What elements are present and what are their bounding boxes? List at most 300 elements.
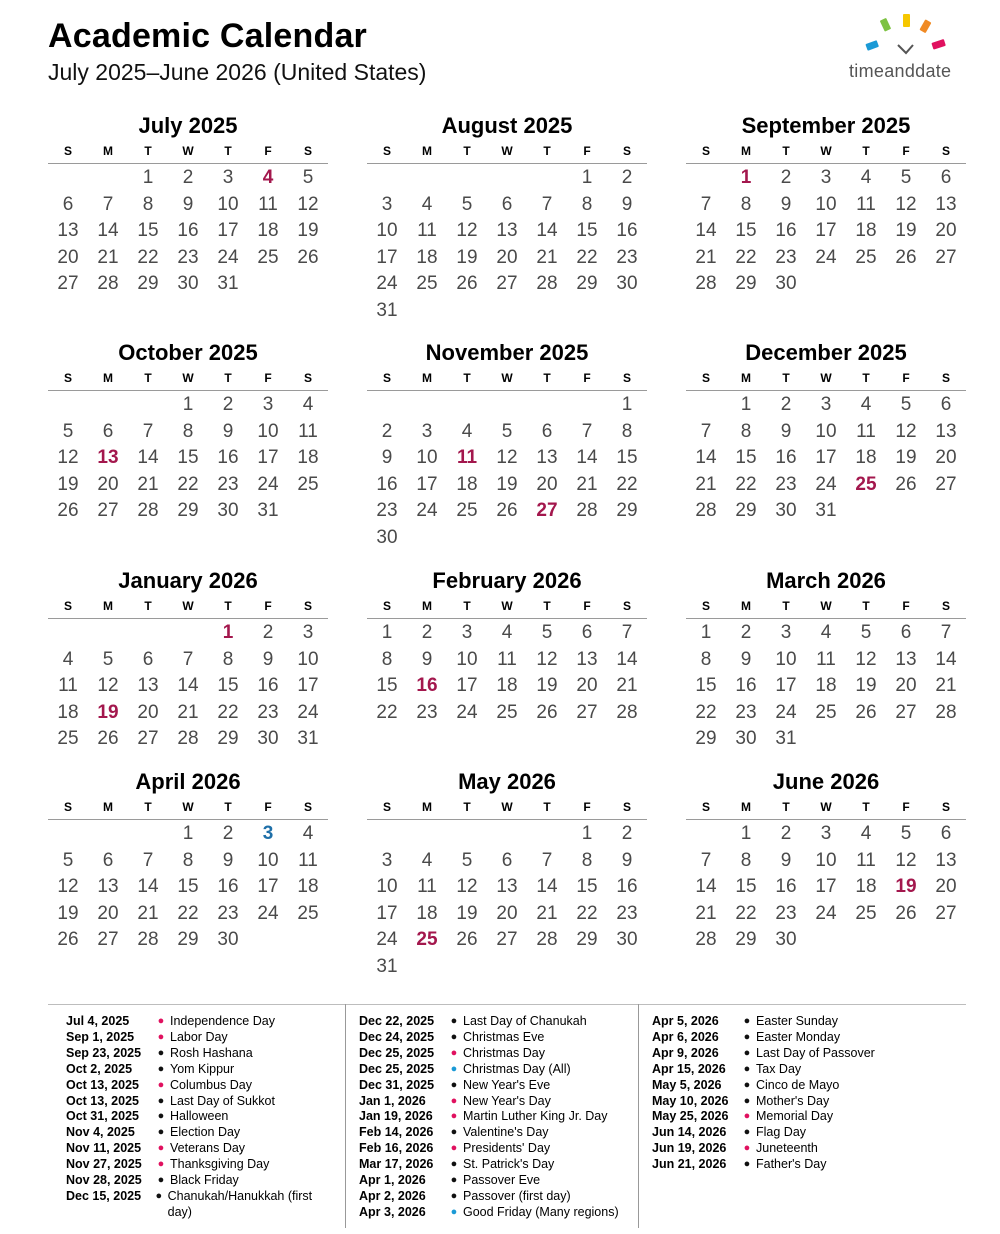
day-cell: 25 — [456, 500, 478, 521]
weekday-label: F — [264, 371, 272, 385]
bullet-dot-icon: ● — [157, 1015, 165, 1027]
day-cell: 6 — [900, 622, 912, 643]
empty-day-cell — [686, 164, 726, 191]
day-cell: 16 — [775, 220, 797, 241]
day-cell: 12 — [57, 876, 79, 897]
timeanddate-logo[interactable] — [846, 12, 970, 86]
day-cell: 26 — [57, 500, 79, 521]
holiday-date: Nov 11, 2025 — [66, 1141, 142, 1156]
day-cell: 23 — [775, 473, 797, 495]
weekday-label: M — [741, 144, 751, 158]
holiday-date: Oct 2, 2025 — [66, 1061, 133, 1076]
weekday-label: T — [543, 800, 551, 814]
day-cell: 14 — [177, 675, 199, 696]
empty-day-cell — [487, 820, 527, 847]
bullet-dot-icon: ● — [450, 1030, 458, 1043]
day-cell: 28 — [695, 500, 717, 521]
day-cell: 9 — [421, 648, 433, 670]
day-cell: 16 — [217, 447, 239, 468]
day-cell: 21 — [616, 675, 638, 696]
day-cell: 31 — [257, 500, 279, 521]
day-cell: 5 — [461, 193, 473, 215]
weekday-label: S — [63, 800, 72, 814]
holiday-name: Presidents' Day — [463, 1141, 551, 1156]
day-cell: 25 — [855, 902, 877, 924]
day-cell: 4 — [461, 420, 473, 442]
day-cell: 27 — [97, 929, 119, 950]
holiday-entry — [652, 1094, 922, 1110]
day-cell: 9 — [262, 648, 274, 670]
day-cell: 16 — [735, 675, 757, 696]
weekday-label: S — [303, 371, 312, 385]
weekday-label: T — [224, 599, 232, 613]
day-cell: 29 — [735, 273, 757, 294]
holiday-entry — [652, 1141, 922, 1157]
holiday-name: Easter Monday — [756, 1029, 841, 1044]
day-cell: 12 — [97, 675, 119, 696]
holiday-entry — [652, 1078, 922, 1094]
day-cell: 7 — [621, 622, 633, 643]
day-cell: 18 — [855, 220, 877, 241]
weekday-label: W — [182, 800, 194, 814]
day-cell: 26 — [456, 929, 478, 950]
day-cell: 8 — [740, 849, 752, 871]
weekday-label: T — [463, 371, 471, 385]
day-cell: 26 — [496, 500, 518, 521]
day-cell: 17 — [815, 220, 837, 241]
day-cell: 8 — [182, 420, 194, 442]
day-cell: 10 — [257, 849, 279, 871]
weekday-label: T — [463, 800, 471, 814]
day-cell: 2 — [421, 622, 433, 643]
day-cell: 1 — [182, 394, 194, 415]
day-cell: 28 — [177, 728, 199, 749]
day-cell: 24 — [376, 273, 398, 294]
weekday-label: S — [701, 371, 710, 385]
day-cell: 19 — [456, 246, 478, 268]
weekday-label: F — [264, 144, 272, 158]
day-cell: 2 — [621, 823, 633, 844]
holiday-name: New Year's Day — [463, 1093, 551, 1108]
holiday-entry — [652, 1014, 922, 1030]
day-cell: 12 — [297, 193, 319, 215]
day-cell: 11 — [258, 193, 278, 215]
day-cell: 28 — [695, 929, 717, 950]
day-cell: 23 — [416, 701, 438, 723]
empty-day-cell — [686, 820, 726, 847]
day-cell: 6 — [142, 648, 154, 670]
day-cell: 16 — [376, 473, 398, 495]
holiday-entry — [66, 1014, 336, 1030]
bullet-dot-icon: ● — [155, 1189, 163, 1202]
day-cell: 27 — [576, 701, 598, 723]
day-cell: 13 — [935, 849, 957, 871]
holiday-date: Dec 24, 2025 — [359, 1029, 435, 1044]
holiday-entry — [652, 1030, 922, 1046]
day-cell: 28 — [935, 701, 957, 723]
holiday-date: Apr 5, 2026 — [652, 1014, 719, 1028]
day-cell: 5 — [900, 823, 912, 844]
day-cell: 11 — [58, 675, 78, 696]
weekday-label: M — [741, 800, 751, 814]
day-cell: 1 — [700, 622, 712, 643]
weekday-label: F — [902, 144, 910, 158]
day-cell: 22 — [177, 902, 199, 924]
day-cell: 19 — [536, 675, 558, 696]
day-cell: 9 — [780, 193, 792, 215]
bullet-dot-icon: ● — [743, 1158, 751, 1171]
holiday-name: Labor Day — [170, 1029, 228, 1044]
holiday-name: New Year's Eve — [463, 1077, 551, 1092]
day-cell: 24 — [815, 473, 837, 495]
weekday-label: S — [941, 599, 950, 613]
weekday-header — [48, 796, 328, 820]
empty-day-cell — [487, 391, 527, 418]
day-cell: 20 — [496, 246, 518, 268]
weekday-label: T — [782, 800, 790, 814]
holiday-entry — [359, 1046, 629, 1062]
holiday-entry — [359, 1014, 629, 1030]
holiday-legend-column-1 — [66, 1014, 336, 1221]
day-cell: 3 — [421, 420, 433, 442]
empty-day-cell — [128, 619, 168, 646]
holiday-entry — [359, 1094, 629, 1110]
month-calendar — [48, 339, 328, 524]
day-cell: 18 — [855, 876, 877, 897]
day-cell: 23 — [735, 701, 757, 723]
bullet-dot-icon: ● — [743, 1046, 751, 1059]
day-cell: 12 — [57, 447, 79, 468]
day-cell: 30 — [376, 526, 398, 548]
day-cell: 6 — [940, 167, 952, 188]
day-cell: 25 — [57, 728, 79, 749]
day-cell: 1 — [381, 622, 393, 643]
holiday-name: Yom Kippur — [170, 1061, 235, 1076]
day-cell: 4 — [62, 648, 74, 670]
day-cell: 8 — [621, 420, 633, 442]
holiday-date: Oct 13, 2025 — [66, 1093, 139, 1108]
bullet-dot-icon: ● — [157, 1158, 165, 1171]
day-cell: 26 — [297, 246, 319, 268]
day-grid — [686, 164, 966, 297]
day-cell: 15 — [177, 876, 199, 897]
day-cell: 20 — [137, 701, 159, 723]
month-calendar — [686, 339, 966, 524]
day-cell: 2 — [740, 622, 752, 643]
bullet-dot-icon: ● — [157, 1046, 165, 1059]
holiday-entry — [66, 1078, 336, 1094]
day-cell: 20 — [496, 902, 518, 924]
holiday-entry — [359, 1141, 629, 1157]
day-cell: 17 — [257, 447, 279, 468]
day-cell: 9 — [222, 849, 234, 871]
day-cell: 25 — [257, 246, 279, 268]
day-cell: 5 — [102, 648, 114, 670]
day-cell: 26 — [97, 728, 119, 749]
day-cell: 4 — [302, 823, 314, 844]
day-cell: 19 — [855, 675, 877, 696]
day-grid — [686, 619, 966, 752]
holiday-entry — [66, 1189, 336, 1221]
bullet-dot-icon: ● — [157, 1174, 165, 1187]
day-cell: 22 — [695, 701, 717, 723]
weekday-label: W — [820, 599, 832, 613]
day-cell: 27 — [536, 500, 558, 521]
day-cell: 24 — [257, 902, 279, 924]
day-cell: 9 — [222, 420, 234, 442]
weekday-label: T — [862, 800, 870, 814]
day-cell: 22 — [576, 246, 598, 268]
day-cell: 1 — [142, 167, 154, 188]
weekday-label: F — [264, 800, 272, 814]
weekday-label: T — [862, 371, 870, 385]
day-cell: 10 — [815, 420, 837, 442]
day-cell: 18 — [57, 701, 79, 723]
empty-day-cell — [128, 820, 168, 847]
day-cell: 22 — [137, 246, 159, 268]
day-cell: 2 — [780, 167, 792, 188]
day-cell: 7 — [142, 849, 154, 871]
day-cell: 3 — [381, 849, 393, 871]
bullet-dot-icon: ● — [450, 1094, 458, 1107]
weekday-label: W — [820, 800, 832, 814]
holiday-name: Easter Sunday — [756, 1014, 838, 1028]
day-cell: 7 — [700, 849, 712, 871]
empty-day-cell — [407, 164, 447, 191]
day-cell: 7 — [940, 622, 952, 643]
day-cell: 1 — [222, 622, 234, 643]
bullet-dot-icon: ● — [450, 1046, 458, 1059]
month-name: February 2026 — [432, 568, 582, 593]
day-cell: 28 — [137, 500, 159, 521]
holiday-name: Election Day — [170, 1125, 241, 1140]
month-name: November 2025 — [425, 340, 589, 365]
day-cell: 3 — [820, 823, 832, 844]
holiday-entry — [66, 1141, 336, 1157]
day-cell: 5 — [900, 394, 912, 415]
holiday-name: Last Day of Passover — [756, 1045, 875, 1060]
day-cell: 7 — [700, 420, 712, 442]
weekday-label: W — [501, 371, 513, 385]
day-cell: 15 — [576, 220, 598, 241]
day-cell: 28 — [97, 273, 119, 294]
day-cell: 18 — [416, 902, 438, 924]
day-cell: 24 — [416, 500, 438, 521]
day-cell: 19 — [895, 876, 917, 897]
weekday-label: T — [463, 599, 471, 613]
empty-day-cell — [527, 164, 567, 191]
day-cell: 12 — [536, 648, 558, 670]
day-cell: 17 — [416, 473, 438, 495]
day-cell: 26 — [456, 273, 478, 294]
holiday-date: Jan 1, 2026 — [359, 1093, 426, 1108]
bullet-dot-icon: ● — [157, 1142, 165, 1155]
bullet-dot-icon: ● — [157, 1110, 165, 1123]
day-grid — [48, 391, 328, 524]
holiday-date: Sep 1, 2025 — [66, 1029, 135, 1044]
day-cell: 21 — [137, 902, 159, 924]
day-cell: 24 — [376, 929, 398, 950]
weekday-label: W — [820, 144, 832, 158]
day-cell: 21 — [536, 902, 558, 924]
empty-day-cell — [88, 164, 128, 191]
month-calendar — [48, 768, 328, 953]
day-cell: 14 — [695, 876, 717, 897]
day-cell: 21 — [177, 701, 199, 723]
weekday-header — [367, 140, 647, 164]
logo-sun-icon — [846, 12, 970, 62]
holiday-name: St. Patrick's Day — [463, 1157, 555, 1172]
day-cell: 31 — [297, 728, 319, 749]
day-cell: 3 — [262, 394, 274, 415]
day-cell: 1 — [740, 394, 752, 415]
weekday-label: T — [144, 144, 152, 158]
weekday-label: S — [382, 371, 391, 385]
day-cell: 5 — [501, 420, 513, 442]
holiday-entry — [359, 1125, 629, 1141]
day-cell: 6 — [62, 193, 74, 215]
month-name: October 2025 — [118, 340, 258, 365]
bullet-dot-icon: ● — [450, 1189, 458, 1202]
day-cell: 5 — [62, 420, 74, 442]
day-cell: 30 — [616, 273, 638, 294]
weekday-label: W — [182, 144, 194, 158]
day-cell: 2 — [222, 823, 234, 844]
weekday-label: M — [741, 371, 751, 385]
day-cell: 25 — [297, 473, 319, 495]
holiday-entry — [652, 1157, 922, 1173]
bullet-dot-icon: ● — [450, 1142, 458, 1155]
day-cell: 10 — [257, 420, 279, 442]
holiday-entry — [66, 1109, 336, 1125]
page-title: Academic Calendar — [48, 17, 367, 55]
day-cell: 2 — [381, 420, 393, 442]
day-cell: 2 — [780, 823, 792, 844]
holiday-date: Dec 22, 2025 — [359, 1014, 435, 1028]
day-cell: 10 — [456, 648, 478, 670]
day-cell: 4 — [501, 622, 513, 643]
day-cell: 13 — [57, 220, 79, 241]
weekday-label: S — [701, 144, 710, 158]
weekday-label: S — [63, 599, 72, 613]
day-cell: 15 — [177, 447, 199, 468]
day-cell: 3 — [262, 823, 274, 844]
weekday-label: M — [422, 599, 432, 613]
day-cell: 10 — [775, 648, 797, 670]
day-cell: 29 — [695, 728, 717, 749]
weekday-header — [367, 595, 647, 619]
day-cell: 18 — [416, 246, 438, 268]
day-cell: 1 — [581, 167, 593, 188]
day-cell: 13 — [97, 447, 119, 468]
day-cell: 21 — [137, 473, 159, 495]
day-cell: 13 — [496, 876, 518, 897]
month-calendar — [686, 567, 966, 752]
day-grid — [367, 391, 647, 550]
holiday-entry — [652, 1046, 922, 1062]
day-cell: 29 — [137, 273, 159, 294]
day-cell: 11 — [298, 420, 318, 442]
day-cell: 9 — [182, 193, 194, 215]
day-cell: 16 — [775, 876, 797, 897]
holiday-entry — [359, 1205, 629, 1221]
holiday-entry — [359, 1109, 629, 1125]
month-calendar — [367, 112, 647, 323]
empty-day-cell — [48, 619, 88, 646]
day-cell: 12 — [496, 447, 518, 468]
empty-day-cell — [407, 391, 447, 418]
empty-day-cell — [48, 820, 88, 847]
holiday-name: Father's Day — [756, 1157, 827, 1172]
bullet-dot-icon: ● — [450, 1126, 458, 1139]
day-cell: 15 — [695, 675, 717, 696]
day-cell: 30 — [775, 929, 797, 950]
holiday-date: Apr 15, 2026 — [652, 1061, 726, 1076]
holiday-name: Passover Eve — [463, 1173, 541, 1188]
bullet-dot-icon: ● — [743, 1126, 751, 1139]
weekday-header — [686, 140, 966, 164]
holiday-date: Jun 21, 2026 — [652, 1157, 727, 1172]
day-cell: 1 — [182, 823, 194, 844]
day-cell: 12 — [895, 849, 917, 871]
day-cell: 25 — [297, 902, 319, 924]
day-cell: 25 — [496, 701, 518, 723]
empty-day-cell — [447, 820, 487, 847]
day-cell: 31 — [376, 299, 398, 321]
day-cell: 6 — [541, 420, 553, 442]
holiday-date: Nov 28, 2025 — [66, 1173, 142, 1188]
month-calendar — [367, 339, 647, 550]
holiday-entry — [359, 1173, 629, 1189]
day-cell: 21 — [695, 246, 717, 268]
day-cell: 22 — [735, 902, 757, 924]
weekday-label: T — [463, 144, 471, 158]
day-cell: 20 — [935, 220, 957, 241]
weekday-label: T — [543, 144, 551, 158]
day-cell: 26 — [57, 929, 79, 950]
day-cell: 11 — [856, 420, 876, 442]
day-cell: 9 — [780, 849, 792, 871]
day-cell: 23 — [775, 246, 797, 268]
weekday-label: T — [144, 800, 152, 814]
empty-day-cell — [367, 164, 407, 191]
day-cell: 29 — [576, 929, 598, 950]
weekday-label: S — [382, 800, 391, 814]
weekday-label: M — [103, 371, 113, 385]
bullet-dot-icon: ● — [450, 1110, 458, 1123]
holiday-entry — [359, 1078, 629, 1094]
empty-day-cell — [48, 391, 88, 418]
weekday-label: S — [701, 599, 710, 613]
day-cell: 14 — [137, 876, 159, 897]
day-cell: 11 — [856, 849, 876, 871]
holiday-name: Thanksgiving Day — [170, 1157, 270, 1172]
weekday-header — [686, 367, 966, 391]
holiday-date: Apr 9, 2026 — [652, 1045, 719, 1060]
bullet-dot-icon: ● — [743, 1062, 751, 1075]
holiday-date: Mar 17, 2026 — [359, 1157, 434, 1172]
bullet-dot-icon: ● — [157, 1094, 165, 1107]
holiday-name: Christmas Day (All) — [463, 1061, 571, 1076]
day-cell: 14 — [616, 648, 638, 670]
holiday-entry — [66, 1094, 336, 1110]
day-cell: 5 — [302, 167, 314, 188]
day-cell: 11 — [497, 648, 517, 670]
month-calendar — [686, 112, 966, 297]
weekday-label: T — [782, 599, 790, 613]
page-subtitle: July 2025–June 2026 (United States) — [48, 59, 427, 85]
day-cell: 15 — [217, 675, 239, 696]
